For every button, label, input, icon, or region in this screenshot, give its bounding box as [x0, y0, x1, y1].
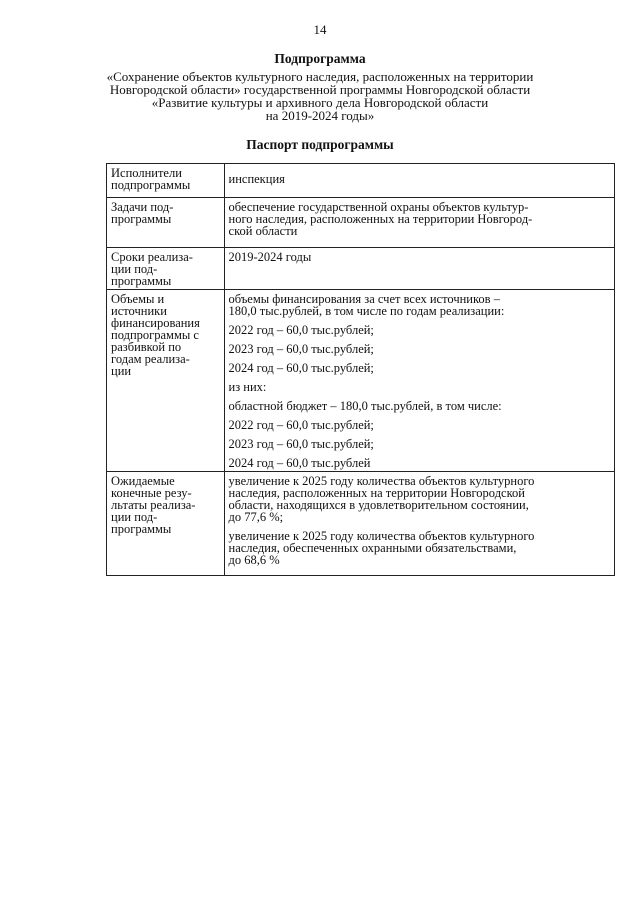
subprogram-name-line-2: Новгородской области» государственной программы Новгородской области — [109, 82, 531, 97]
value-line: из них: — [228, 380, 267, 394]
value-line: 180,0 тыс.рублей, в том числе по годам реализации: — [228, 304, 505, 318]
row-value — [224, 290, 614, 472]
passport-table — [106, 163, 615, 576]
row-value — [224, 472, 614, 576]
row-value — [224, 164, 614, 198]
table-row — [107, 472, 615, 576]
value-line: 2019-2024 годы — [228, 250, 312, 264]
row-label — [107, 472, 225, 576]
label-line: программы — [111, 522, 172, 536]
value-line: 2024 год – 60,0 тыс.рублей; — [228, 361, 374, 375]
value-line: наследия, расположенных на территории Новгородской — [228, 486, 525, 500]
value-line: 2022 год – 60,0 тыс.рублей; — [228, 323, 374, 337]
row-label — [107, 198, 225, 248]
page-number: 14 — [313, 22, 327, 37]
label-line: подпрограммы — [111, 178, 191, 192]
label-line: разбивкой по — [111, 340, 182, 354]
row-label — [107, 290, 225, 472]
table-row — [107, 164, 615, 198]
label-line: Исполнители — [111, 166, 182, 180]
passport-title: Паспорт подпрограммы — [246, 137, 394, 152]
label-line: программы — [111, 212, 172, 226]
row-value — [224, 248, 614, 290]
subprogram-title: Подпрограмма — [274, 51, 366, 66]
label-line: программы — [111, 274, 172, 288]
subprogram-heading — [70, 52, 570, 122]
value-line: области, находящихся в удовлетворительном состоянии, — [228, 498, 529, 512]
label-line: ции под- — [111, 262, 158, 276]
value-line: до 68,6 % — [228, 553, 280, 567]
value-line: областной бюджет – 180,0 тыс.рублей, в том числе: — [228, 399, 502, 413]
value-line: 2023 год – 60,0 тыс.рублей; — [228, 342, 374, 356]
label-line: источники — [111, 304, 167, 318]
row-value — [224, 198, 614, 248]
value-line: обеспечение государственной охраны объектов культур- — [228, 200, 529, 214]
subprogram-name-line-4: на 2019-2024 годы» — [265, 108, 375, 123]
value-line: ской области — [228, 224, 298, 238]
value-line: 2023 год – 60,0 тыс.рублей; — [228, 437, 374, 451]
label-line: финансирования — [111, 316, 200, 330]
value-line: 2024 год – 60,0 тыс.рублей — [228, 456, 371, 470]
subprogram-name-line-3: «Развитие культуры и архивного дела Новгородской области — [151, 95, 489, 110]
value-line: ного наследия, расположенных на территории Новгород- — [228, 212, 533, 226]
value-line: увеличение к 2025 году количества объектов культурного — [228, 474, 535, 488]
value-line: наследия, обеспеченных охранными обязательствами, — [228, 541, 517, 555]
table-row — [107, 248, 615, 290]
subprogram-name-line-1: «Сохранение объектов культурного наследия, расположенных на территории — [106, 69, 534, 84]
label-line: Сроки реализа- — [111, 250, 193, 264]
label-line: льтаты реализа- — [111, 498, 196, 512]
row-label — [107, 248, 225, 290]
table-row — [107, 290, 615, 472]
label-line: подпрограммы с — [111, 328, 199, 342]
label-line: конечные резу- — [111, 486, 192, 500]
value-line: до 77,6 %; — [228, 510, 284, 524]
label-line: ции — [111, 364, 132, 378]
label-line: Объемы и — [111, 292, 165, 306]
label-line: годам реализа- — [111, 352, 190, 366]
value-line: инспекция — [228, 172, 285, 186]
row-label — [107, 164, 225, 198]
label-line: Задачи под- — [111, 200, 174, 214]
label-line: ции под- — [111, 510, 158, 524]
value-line: 2022 год – 60,0 тыс.рублей; — [228, 418, 374, 432]
value-line: увеличение к 2025 году количества объектов культурного — [228, 529, 535, 543]
table-row — [107, 198, 615, 248]
value-line: объемы финансирования за счет всех источников – — [228, 292, 500, 306]
label-line: Ожидаемые — [111, 474, 175, 488]
